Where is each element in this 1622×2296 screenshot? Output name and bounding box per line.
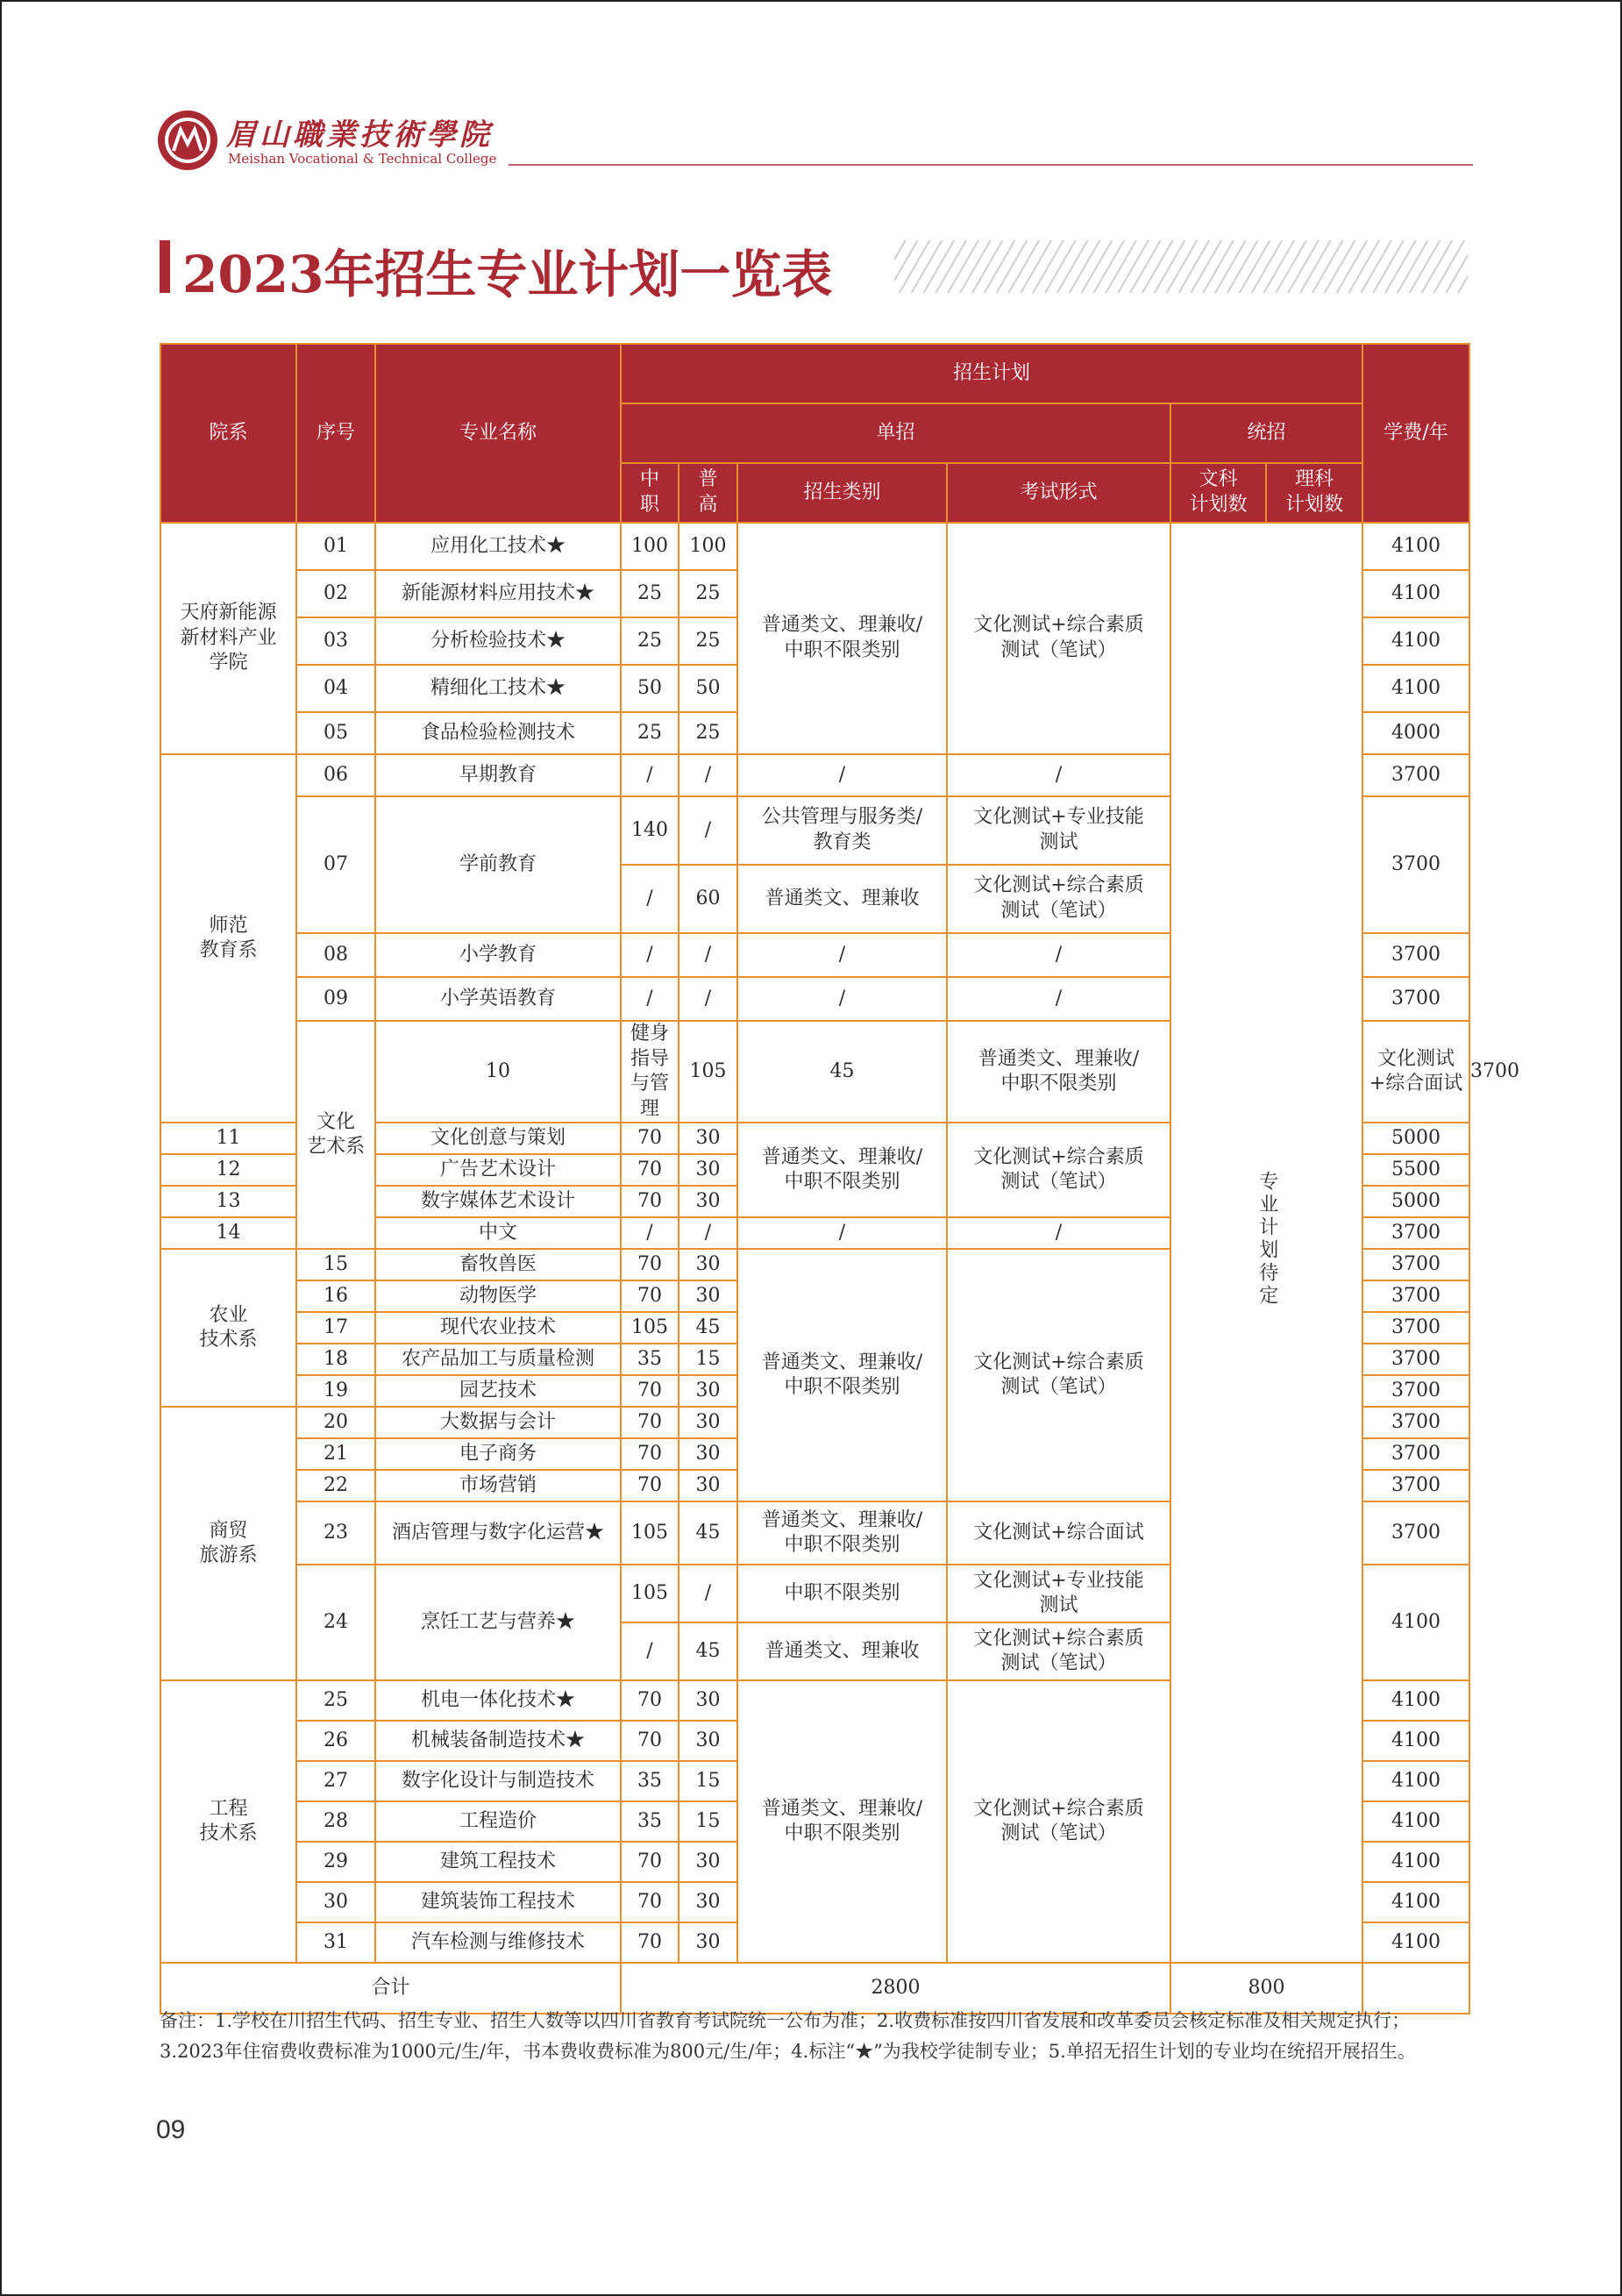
- header-seq: 序号: [296, 344, 375, 523]
- fee-cell: 4100: [1362, 523, 1469, 570]
- putong-cell: 30: [679, 1721, 737, 1761]
- header-zhongzhi: 中 职: [621, 463, 679, 523]
- header-dept: 院系: [160, 344, 296, 523]
- category-cell: /: [737, 977, 947, 1021]
- zhongzhi-cell: 105: [679, 1021, 737, 1123]
- zhongzhi-cell: 70: [621, 1407, 679, 1438]
- zhongzhi-cell: /: [621, 933, 679, 977]
- seq-cell: 01: [296, 523, 375, 570]
- zhongzhi-cell: 70: [621, 1721, 679, 1761]
- major-cell: 新能源材料应用技术★: [375, 570, 621, 617]
- zhongzhi-cell: 70: [621, 1680, 679, 1721]
- total-tongzhao: 800: [1170, 1963, 1362, 2014]
- major-cell: 广告艺术设计: [375, 1154, 621, 1186]
- major-cell: 工程造价: [375, 1801, 621, 1842]
- dept-cell: 文化 艺术系: [296, 1021, 375, 1249]
- category-cell: 普通类文、理兼收/ 中职不限类别: [737, 523, 947, 754]
- putong-cell: 30: [679, 1470, 737, 1501]
- total-danzhao: 2800: [621, 1963, 1170, 2014]
- dept-cell: 工程 技术系: [160, 1680, 296, 1963]
- exam-cell: 文化测试+综合面试: [1362, 1021, 1469, 1123]
- zhongzhi-cell: 140: [621, 796, 679, 865]
- putong-cell: 25: [679, 712, 737, 754]
- fee-cell: 4100: [1362, 570, 1469, 617]
- school-emblem-icon: [156, 109, 219, 172]
- seq-cell: 05: [296, 712, 375, 754]
- fee-cell: 5000: [1362, 1123, 1469, 1154]
- major-cell: 园艺技术: [375, 1375, 621, 1407]
- header-category: 招生类别: [737, 463, 947, 523]
- major-cell: 动物医学: [375, 1280, 621, 1312]
- exam-cell: 文化测试+综合素质 测试（笔试）: [947, 865, 1170, 933]
- exam-cell: 文化测试+综合素质 测试（笔试）: [947, 1680, 1170, 1963]
- fee-cell: 3700: [1362, 933, 1469, 977]
- zhongzhi-cell: 70: [621, 1842, 679, 1882]
- seq-cell: 28: [296, 1801, 375, 1842]
- page-number: 09: [156, 2115, 186, 2144]
- major-cell: 数字媒体艺术设计: [375, 1186, 621, 1217]
- dept-cell: 农业 技术系: [160, 1249, 296, 1407]
- putong-cell: /: [679, 933, 737, 977]
- major-cell: 现代农业技术: [375, 1312, 621, 1344]
- seq-cell: 09: [296, 977, 375, 1021]
- zhongzhi-cell: 50: [621, 665, 679, 712]
- seq-cell: 24: [296, 1565, 375, 1680]
- zhongzhi-cell: 70: [621, 1186, 679, 1217]
- fee-cell: 3700: [1362, 1407, 1469, 1438]
- seq-cell: 30: [296, 1882, 375, 1922]
- seq-cell: 16: [296, 1280, 375, 1312]
- seq-cell: 25: [296, 1680, 375, 1721]
- major-cell: 大数据与会计: [375, 1407, 621, 1438]
- category-cell: /: [737, 1217, 947, 1249]
- major-cell: 畜牧兽医: [375, 1249, 621, 1280]
- exam-cell: /: [947, 977, 1170, 1021]
- fee-cell: 4100: [1362, 1801, 1469, 1842]
- exam-cell: /: [947, 754, 1170, 796]
- seq-cell: 22: [296, 1470, 375, 1501]
- dept-cell: 商贸 旅游系: [160, 1407, 296, 1680]
- major-cell: 机械装备制造技术★: [375, 1721, 621, 1761]
- major-cell: 建筑装饰工程技术: [375, 1882, 621, 1922]
- category-cell: 普通类文、理兼收/ 中职不限类别: [737, 1249, 947, 1501]
- exam-cell: 文化测试+综合素质 测试（笔试）: [947, 1123, 1170, 1217]
- seq-cell: 04: [296, 665, 375, 712]
- putong-cell: 60: [679, 865, 737, 933]
- school-name-cn: 眉山職業技術學院: [226, 118, 493, 153]
- category-cell: /: [737, 933, 947, 977]
- zhongzhi-cell: 25: [621, 570, 679, 617]
- putong-cell: 30: [679, 1375, 737, 1407]
- putong-cell: 30: [679, 1882, 737, 1922]
- fee-cell: 3700: [1362, 977, 1469, 1021]
- putong-cell: 45: [679, 1622, 737, 1680]
- category-cell: 普通类文、理兼收: [737, 1622, 947, 1680]
- category-cell: 普通类文、理兼收: [737, 865, 947, 933]
- seq-cell: 14: [160, 1217, 296, 1249]
- header-putong: 普 高: [679, 463, 737, 523]
- total-label: 合计: [160, 1963, 621, 2014]
- fee-cell: 3700: [1362, 1312, 1469, 1344]
- category-cell: /: [737, 754, 947, 796]
- fee-cell: 4100: [1362, 1842, 1469, 1882]
- exam-cell: 文化测试+综合素质 测试（笔试）: [947, 1622, 1170, 1680]
- seq-cell: 03: [296, 617, 375, 665]
- major-cell: 汽车检测与维修技术: [375, 1922, 621, 1963]
- zhongzhi-cell: /: [621, 865, 679, 933]
- fee-cell: 3700: [1362, 1375, 1469, 1407]
- fee-cell: 4100: [1362, 1761, 1469, 1801]
- putong-cell: 30: [679, 1123, 737, 1154]
- header-divider: [509, 164, 1473, 166]
- putong-cell: 15: [679, 1761, 737, 1801]
- zhongzhi-cell: 35: [621, 1761, 679, 1801]
- category-cell: 普通类文、理兼收/ 中职不限类别: [737, 1123, 947, 1217]
- major-cell: 机电一体化技术★: [375, 1680, 621, 1721]
- zhongzhi-cell: 70: [621, 1470, 679, 1501]
- admission-plan-table: [160, 343, 1520, 2014]
- category-cell: 普通类文、理兼收/ 中职不限类别: [947, 1021, 1170, 1123]
- zhongzhi-cell: /: [621, 977, 679, 1021]
- putong-cell: /: [679, 1565, 737, 1622]
- fee-cell: 3700: [1362, 754, 1469, 796]
- title-accent-bar: [160, 240, 170, 293]
- putong-cell: 30: [679, 1249, 737, 1280]
- exam-cell: 文化测试+综合面试: [947, 1501, 1170, 1565]
- zhongzhi-cell: 70: [621, 1249, 679, 1280]
- seq-cell: 19: [296, 1375, 375, 1407]
- major-cell: 应用化工技术★: [375, 523, 621, 570]
- header-wenke: 文科 计划数: [1170, 463, 1266, 523]
- fee-cell: 4100: [1362, 617, 1469, 665]
- zhongzhi-cell: 70: [621, 1438, 679, 1470]
- school-logo: [156, 105, 507, 184]
- exam-cell: /: [947, 933, 1170, 977]
- major-cell: 数字化设计与制造技术: [375, 1761, 621, 1801]
- zhongzhi-cell: 100: [621, 523, 679, 570]
- exam-cell: /: [947, 1217, 1170, 1249]
- zhongzhi-cell: /: [621, 754, 679, 796]
- putong-cell: 30: [679, 1680, 737, 1721]
- dept-cell: 师范 教育系: [160, 754, 296, 1123]
- fee-cell: 4100: [1362, 1882, 1469, 1922]
- major-cell: 精细化工技术★: [375, 665, 621, 712]
- putong-cell: 15: [679, 1344, 737, 1375]
- putong-cell: 50: [679, 665, 737, 712]
- putong-cell: 100: [679, 523, 737, 570]
- header-tongzhao: 统招: [1170, 403, 1362, 463]
- exam-cell: 文化测试+专业技能 测试: [947, 1565, 1170, 1622]
- footnote: 备注：1.学校在川招生代码、招生专业、招生人数等以四川省教育考试院统一公布为准；2.收费标准按四川省发展和改革委员会核定标准及相关规定执行；3.2023年住宿费收费标准为1000元/生/年，书本费收费标准为800元/生/年；4.标注“★”为我校学徒制专业；5.单招无招生计划的专业均在统招开展招生。: [160, 2010, 1416, 2062]
- seq-cell: 02: [296, 570, 375, 617]
- putong-cell: 30: [679, 1186, 737, 1217]
- fee-cell: 4100: [1362, 1680, 1469, 1721]
- fee-cell: 3700: [1362, 1217, 1469, 1249]
- major-cell: 电子商务: [375, 1438, 621, 1470]
- fee-cell: 3700: [1362, 1344, 1469, 1375]
- fee-cell: 4000: [1362, 712, 1469, 754]
- zhongzhi-cell: 70: [621, 1922, 679, 1963]
- zhongzhi-cell: 25: [621, 712, 679, 754]
- major-cell: 小学教育: [375, 933, 621, 977]
- fee-cell: 5000: [1362, 1186, 1469, 1217]
- major-cell: 食品检验检测技术: [375, 712, 621, 754]
- major-cell: 中文: [375, 1217, 621, 1249]
- putong-cell: /: [679, 796, 737, 865]
- major-cell: 文化创意与策划: [375, 1123, 621, 1154]
- zhongzhi-cell: 70: [621, 1882, 679, 1922]
- exam-cell: 文化测试+专业技能 测试: [947, 796, 1170, 865]
- seq-cell: 29: [296, 1842, 375, 1882]
- seq-cell: 21: [296, 1438, 375, 1470]
- putong-cell: 45: [737, 1021, 947, 1123]
- zhongzhi-cell: 35: [621, 1801, 679, 1842]
- seq-cell: 26: [296, 1721, 375, 1761]
- exam-cell: 文化测试+综合素质 测试（笔试）: [947, 523, 1170, 754]
- fee-cell: 4100: [1362, 1721, 1469, 1761]
- seq-cell: 08: [296, 933, 375, 977]
- header-plan: 招生计划: [621, 344, 1362, 403]
- major-cell: 酒店管理与数字化运营★: [375, 1501, 621, 1565]
- putong-cell: 30: [679, 1922, 737, 1963]
- seq-cell: 07: [296, 796, 375, 933]
- header-fee: 学费/年: [1362, 344, 1469, 523]
- exam-cell: 文化测试+综合素质 测试（笔试）: [947, 1249, 1170, 1501]
- major-cell: 学前教育: [375, 796, 621, 933]
- putong-cell: /: [679, 754, 737, 796]
- school-name-en: Meishan Vocational & Technical College: [228, 151, 497, 167]
- category-cell: 公共管理与服务类/ 教育类: [737, 796, 947, 865]
- major-cell: 健身指导与管理: [621, 1021, 679, 1123]
- fee-cell: 3700: [1362, 1470, 1469, 1501]
- major-cell: 分析检验技术★: [375, 617, 621, 665]
- major-cell: 小学英语教育: [375, 977, 621, 1021]
- putong-cell: /: [679, 977, 737, 1021]
- zhongzhi-cell: 105: [621, 1312, 679, 1344]
- seq-cell: 10: [375, 1021, 621, 1123]
- fee-cell: 3700: [1362, 1249, 1469, 1280]
- seq-cell: 20: [296, 1407, 375, 1438]
- category-cell: 中职不限类别: [737, 1565, 947, 1622]
- table-body: [160, 344, 1520, 2014]
- zhongzhi-cell: 70: [621, 1123, 679, 1154]
- seq-cell: 15: [296, 1249, 375, 1280]
- seq-cell: 17: [296, 1312, 375, 1344]
- putong-cell: 30: [679, 1280, 737, 1312]
- seq-cell: 12: [160, 1154, 296, 1186]
- putong-cell: 45: [679, 1501, 737, 1565]
- title-hatch-decoration: [894, 240, 1468, 293]
- header-like: 理科 计划数: [1266, 463, 1362, 523]
- seq-cell: 18: [296, 1344, 375, 1375]
- category-cell: 普通类文、理兼收/ 中职不限类别: [737, 1680, 947, 1963]
- seq-cell: 23: [296, 1501, 375, 1565]
- zhongzhi-cell: 70: [621, 1375, 679, 1407]
- zhongzhi-cell: /: [621, 1622, 679, 1680]
- fee-cell: 4100: [1362, 1922, 1469, 1963]
- fee-cell: 4100: [1362, 1565, 1469, 1680]
- putong-cell: /: [679, 1217, 737, 1249]
- putong-cell: 15: [679, 1801, 737, 1842]
- seq-cell: 31: [296, 1922, 375, 1963]
- zhongzhi-cell: 105: [621, 1501, 679, 1565]
- pending-text: 专业计划待定: [1256, 1170, 1278, 1308]
- zhongzhi-cell: 25: [621, 617, 679, 665]
- dept-cell: 天府新能源 新材料产业 学院: [160, 523, 296, 754]
- putong-cell: 25: [679, 617, 737, 665]
- putong-cell: 25: [679, 570, 737, 617]
- category-cell: 普通类文、理兼收/ 中职不限类别: [737, 1501, 947, 1565]
- page-title: 2023年招生专业计划一览表: [182, 245, 833, 304]
- putong-cell: 30: [679, 1842, 737, 1882]
- tongzhao-pending-cell: [1170, 523, 1362, 1963]
- putong-cell: 30: [679, 1407, 737, 1438]
- fee-cell: 3700: [1362, 1501, 1469, 1565]
- putong-cell: 45: [679, 1312, 737, 1344]
- fee-cell: 3700: [1362, 1438, 1469, 1470]
- fee-cell: 3700: [1362, 796, 1469, 933]
- table-row: 文化 艺术系 10 健身指导与管理 105 45 普通类文、理兼收/ 中职不限类别 文化测试+综合面试 3700: [160, 1021, 1469, 1123]
- header-danzhao: 单招: [621, 403, 1170, 463]
- fee-cell: 4100: [1362, 665, 1469, 712]
- major-cell: 农产品加工与质量检测: [375, 1344, 621, 1375]
- seq-cell: 11: [160, 1123, 296, 1154]
- putong-cell: 30: [679, 1438, 737, 1470]
- major-cell: 早期教育: [375, 754, 621, 796]
- seq-cell: 27: [296, 1761, 375, 1801]
- major-cell: 建筑工程技术: [375, 1842, 621, 1882]
- putong-cell: 30: [679, 1154, 737, 1186]
- zhongzhi-cell: /: [621, 1217, 679, 1249]
- zhongzhi-cell: 70: [621, 1280, 679, 1312]
- zhongzhi-cell: 105: [621, 1565, 679, 1622]
- zhongzhi-cell: 70: [621, 1154, 679, 1186]
- fee-cell: 3700: [1362, 1280, 1469, 1312]
- seq-cell: 06: [296, 754, 375, 796]
- header-exam: 考试形式: [947, 463, 1170, 523]
- major-cell: 市场营销: [375, 1470, 621, 1501]
- header-major: 专业名称: [375, 344, 621, 523]
- major-cell: 烹饪工艺与营养★: [375, 1565, 621, 1680]
- table-row: [160, 523, 1469, 570]
- seq-cell: 13: [160, 1186, 296, 1217]
- zhongzhi-cell: 35: [621, 1344, 679, 1375]
- fee-cell: 5500: [1362, 1154, 1469, 1186]
